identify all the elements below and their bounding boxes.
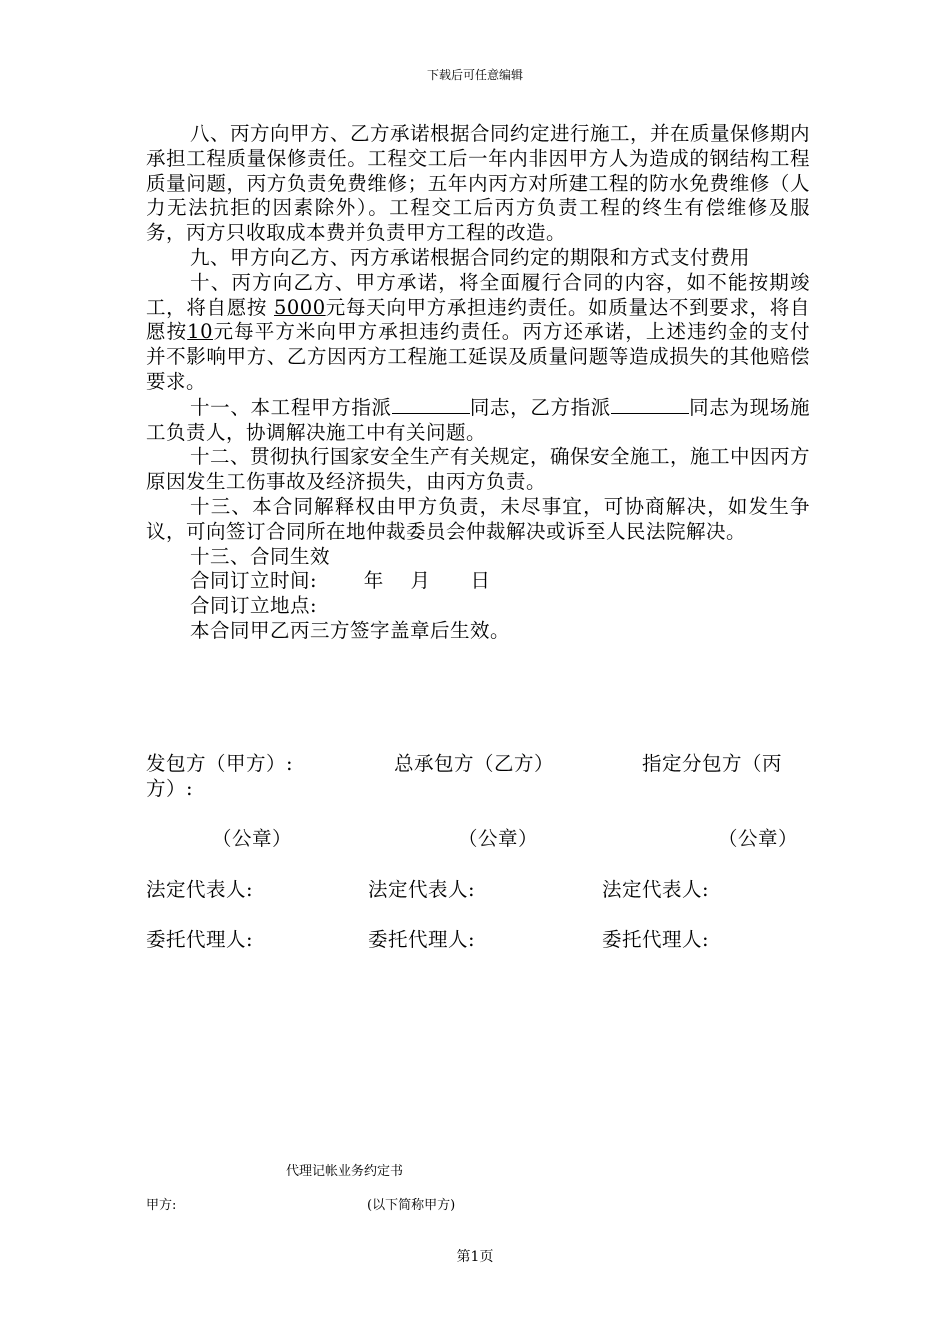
party-a-delegate-blank[interactable] bbox=[392, 395, 470, 414]
clause-11 bbox=[146, 395, 810, 446]
clause-10-text-2: 元每天向甲方承担违约责任。如质量达不到要求，将自愿按 bbox=[146, 295, 810, 344]
party-b-delegate-blank[interactable] bbox=[611, 395, 689, 414]
clause-9: 九、甲方向乙方、丙方承诺根据合同约定的期限和方式支付费用 bbox=[190, 245, 751, 269]
clause-11-text-3: 同志为现场施工负责人，协调解决施工中有关问题。 bbox=[146, 395, 810, 444]
clause-12: 十二、贯彻执行国家安全生产有关规定，确保安全施工，施工中因丙方原因发生工伤事故及经济损失，由丙方负责。 bbox=[146, 445, 811, 494]
agent-party-c: 委托代理人: bbox=[602, 928, 710, 951]
contract-body bbox=[146, 122, 810, 644]
contract-place: 合同订立地点: bbox=[190, 594, 318, 618]
page-header: 下载后可任意编辑 bbox=[426, 68, 523, 82]
legal-rep-party-c: 法定代表人: bbox=[602, 878, 710, 901]
penalty-per-sqm-amount: 10 bbox=[187, 320, 213, 344]
clause-10-text-3: 元每平方米向甲方承担违约责任。丙方还承诺，上述违约金的支付并不影响甲方、乙方因丙方工程施工延误及质量问题等造成损失的其他赔偿要求。 bbox=[146, 320, 810, 393]
seal-party-b: （公章） bbox=[458, 827, 539, 850]
legal-rep-party-a: 法定代表人: bbox=[146, 878, 254, 901]
penalty-per-day-amount: 5000 bbox=[273, 295, 326, 319]
clause-13-effect: 十三、合同生效 bbox=[190, 544, 331, 568]
effective-statement: 本合同甲乙丙三方签字盖章后生效。 bbox=[190, 618, 511, 642]
next-doc-party-a: 甲方: bbox=[146, 1198, 177, 1213]
next-doc-title: 代理记帐业务约定书 bbox=[286, 1164, 404, 1179]
clause-11-text-2: 同志，乙方指派 bbox=[469, 395, 611, 419]
clause-10 bbox=[146, 271, 810, 395]
agent-party-b: 委托代理人: bbox=[368, 928, 476, 951]
party-c-label-cont: 方）: bbox=[146, 777, 194, 800]
clause-11-text-1: 十一、本工程甲方指派 bbox=[190, 395, 392, 419]
page-number: 第1页 bbox=[456, 1249, 494, 1265]
clause-13-dispute: 十三、本合同解释权由甲方负责，未尽事宜，可协商解决，如发生争议，可向签订合同所在地仲裁委员会仲裁解决或诉至人民法院解决。 bbox=[146, 494, 810, 543]
next-doc-party-a-note: (以下简称甲方) bbox=[367, 1198, 456, 1213]
party-b-label: 总承包方（乙方） bbox=[394, 752, 555, 775]
clause-10-text-1: 十、丙方向乙方、甲方承诺，将全面履行合同的内容，如不能按期竣工，将自愿按 bbox=[146, 270, 810, 319]
party-a-label: 发包方（甲方）: bbox=[146, 752, 294, 775]
seal-party-c: （公章） bbox=[718, 827, 799, 850]
party-c-label: 指定分包方（丙 bbox=[642, 752, 783, 775]
seal-party-a: （公章） bbox=[212, 827, 293, 850]
clause-8: 八、丙方向甲方、乙方承诺根据合同约定进行施工，并在质量保修期内承担工程质量保修责任。工程交工后一年内非因甲方人为造成的钢结构工程质量问题，丙方负责免费维修；五年内丙方对所建工程的防水免费维修（人力无法抗拒的因素除外）。工程交工后丙方负责工程的终生有偿维修及服务，丙方只收取成本费并负责甲方工程的改造。 bbox=[146, 122, 811, 245]
legal-rep-party-b: 法定代表人: bbox=[368, 878, 476, 901]
agent-party-a: 委托代理人: bbox=[146, 928, 254, 951]
contract-time: 合同订立时间: 年 月 日 bbox=[190, 569, 491, 593]
